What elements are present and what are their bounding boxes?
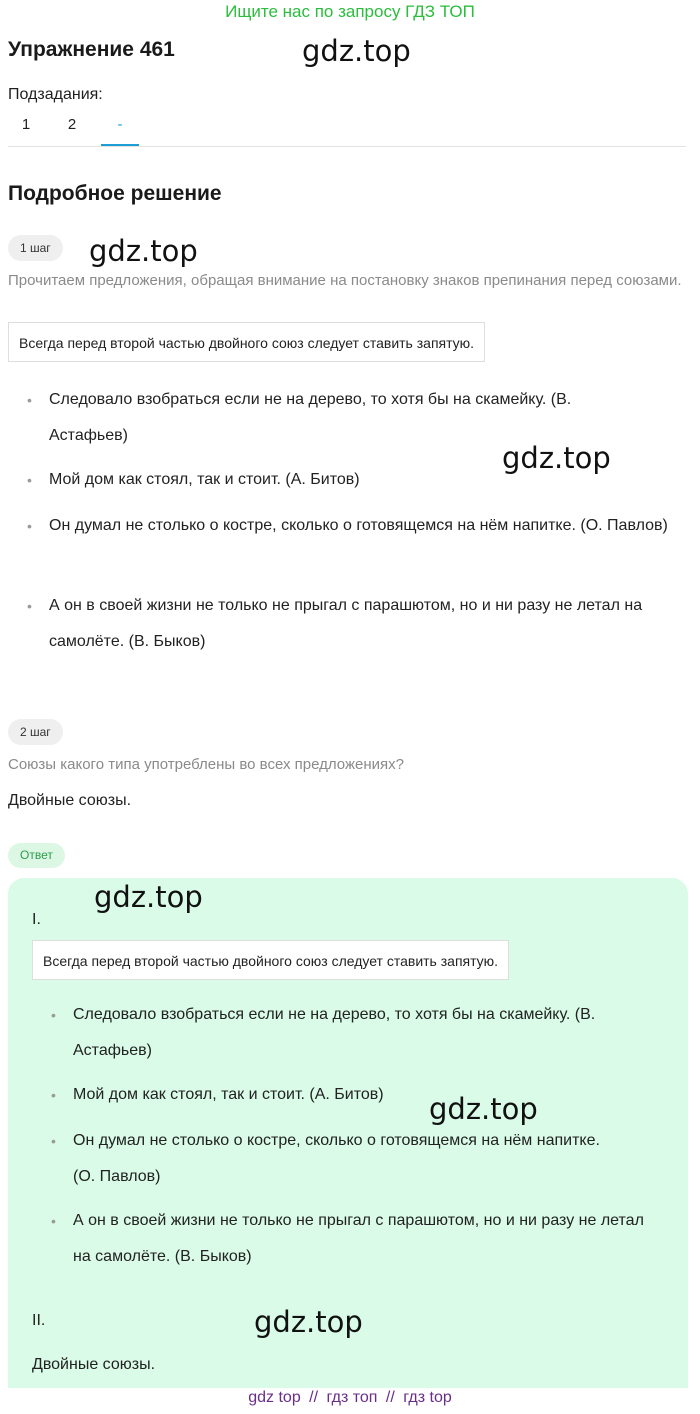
watermark: gdz.top (302, 34, 411, 68)
page-title: Упражнение 461 (8, 38, 175, 61)
list-item: • А он в своей жизни не только не прыгал с парашютом, но и ни разу не летал на самолёте. (В. Быков) (49, 588, 654, 660)
solution-heading: Подробное решение (8, 182, 222, 205)
list-item: • Он думал не столько о костре, сколько о готовящемся на нём напитке. (О. Павлов) (73, 1123, 618, 1195)
step-2-answer: Двойные союзы. (8, 792, 132, 809)
tab-subtask-2[interactable]: 2 (67, 116, 77, 133)
tab-subtask-1[interactable]: 1 (21, 116, 31, 133)
footer-separator: // (385, 1389, 395, 1406)
answer-part-2-label: II. (32, 1312, 46, 1329)
watermark: gdz.top (254, 1305, 363, 1339)
watermark: gdz.top (429, 1092, 538, 1126)
list-item: • Он думал не столько о костре, сколько о готовящемся на нём напитке. (О. Павлов) (49, 508, 669, 544)
list-item: • Мой дом как стоял, так и стоит. (А. Битов) (73, 1077, 673, 1113)
step-1-badge: 1 шаг (8, 235, 63, 261)
search-promo-banner: Ищите нас по запросу ГДЗ ТОП (225, 2, 475, 21)
watermark: gdz.top (94, 880, 203, 914)
list-item: • Мой дом как стоял, так и стоит. (А. Битов) (49, 462, 649, 498)
footer-links (0, 1389, 700, 1407)
watermark: gdz.top (502, 441, 611, 475)
answer-part-1-label: I. (32, 911, 41, 928)
step-1-question: Прочитаем предложения, обращая внимание на постановку знаков препинания перед союзами. (8, 272, 682, 289)
step-2-badge: 2 шаг (8, 719, 63, 745)
step-2-question: Союзы какого типа употреблены во всех предложениях? (8, 756, 404, 773)
watermark: gdz.top (89, 234, 198, 268)
footer-separator: // (309, 1389, 319, 1406)
footer-link-gdz-top[interactable]: gdz top (248, 1389, 301, 1406)
subtasks-label: Подзадания: (8, 86, 103, 103)
footer-link-gdz-top-mixed[interactable]: гдз top (403, 1389, 452, 1406)
answer-rule-box: Всегда перед второй частью двойного союз следует ставить запятую. (32, 940, 509, 980)
subtask-tabs (8, 116, 686, 147)
tab-subtask-active[interactable]: - (101, 116, 139, 146)
list-item: • Следовало взобраться если не на дерево, то хотя бы на скамейку. (В. Астафьев) (49, 382, 649, 454)
footer-link-gdz-top-ru[interactable]: гдз топ (326, 1389, 378, 1406)
list-item: • Следовало взобраться если не на дерево, то хотя бы на скамейку. (В. Астафьев) (73, 997, 673, 1069)
step-1-rule-box: Всегда перед второй частью двойного союз следует ставить запятую. (8, 322, 485, 362)
answer-badge: Ответ (8, 843, 65, 868)
list-item: • А он в своей жизни не только не прыгал с парашютом, но и ни разу не летал на самолёте. (В. Быков) (73, 1203, 663, 1275)
answer-part-2-text: Двойные союзы. (32, 1356, 156, 1373)
